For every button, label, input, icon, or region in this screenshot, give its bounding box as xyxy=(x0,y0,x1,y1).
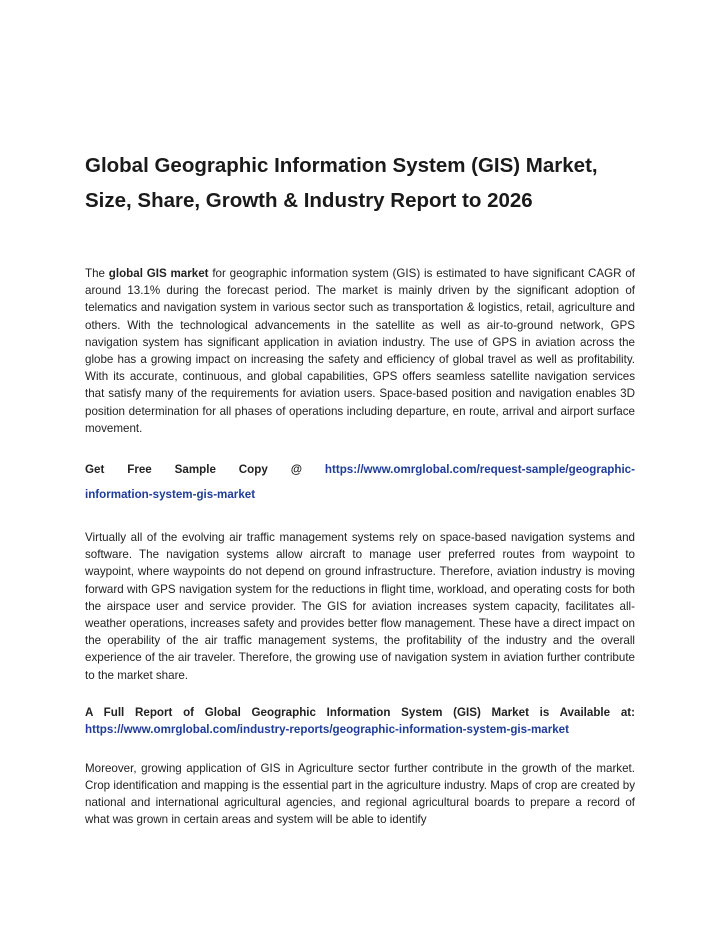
intro-paragraph xyxy=(85,265,635,437)
agriculture-paragraph: Moreover, growing application of GIS in Agriculture sector further contribute in the growth of the market. Crop identification and mapping is the essential part in the agriculture industry. Maps of crop are created by national and international agricultural agencies, and regional agricultural boards to prepare a record of what was grown in certain areas and system will be able to identify xyxy=(85,761,635,827)
sample-copy-label: Get Free Sample Copy @ xyxy=(85,463,325,477)
intro-text: for geographic information system (GIS) is estimated to have significant CAGR of around 13.1% during the forecast period. The market is mainly driven by the significant adoption of telematics and navigation system in various sector such as transportation & logistics, retail, agriculture and others. With the technological advancements in the satellite as well as air-to-ground network, GPS navigation system has significant application in aviation industry. The use of GPS in aviation across the globe has a growing impact on increasing the safety and efficiency of global travel as well as profitability. With its accurate, continuous, and global capabilities, GPS offers seamless satellite navigation services that satisfy many of the requirements for aviation users. Space-based position and navigation enables 3D position determination for all phases of operations including departure, en route, arrival and airport surface movement. xyxy=(85,267,635,435)
aviation-paragraph: Virtually all of the evolving air traffic management systems rely on space-based navigation systems and software. The navigation systems allow aircraft to manage user preferred routes from waypoint to waypoint, where waypoints do not depend on ground infrastructure. Therefore, aviation industry is moving forward with GPS navigation system for the reductions in flight time, workload, and operating costs for both the airspace user and service provider. The GIS for aviation increases system capacity, facilitates all-weather operations, increases safety and provides better flow management. These have a direct impact on the operability of the air traffic management systems, the profitability of the industry and the overall experience of the air traveler. Therefore, the growing use of navigation system in aviation further contribute to the market share. xyxy=(85,531,635,682)
sample-copy-link[interactable]: https://www.omrglobal.com/request-sample/geographic-information-system-gis-market xyxy=(85,463,635,502)
title-line-1: Global Geographic Information System (GIS) Market, xyxy=(85,154,598,177)
intro-lead: The xyxy=(85,267,109,280)
title-line-2: Size, Share, Growth & Industry Report to 2026 xyxy=(85,189,533,212)
sample-copy-line xyxy=(85,457,635,507)
document-page xyxy=(85,148,635,849)
document-title xyxy=(85,148,635,218)
intro-bold-term: global GIS market xyxy=(108,267,209,280)
full-report-label: A Full Report of Global Geographic Information System (GIS) Market is Available at: xyxy=(85,705,635,719)
full-report-line xyxy=(85,704,635,739)
full-report-link[interactable]: https://www.omrglobal.com/industry-reports/geographic-information-system-gis-market xyxy=(85,723,569,737)
